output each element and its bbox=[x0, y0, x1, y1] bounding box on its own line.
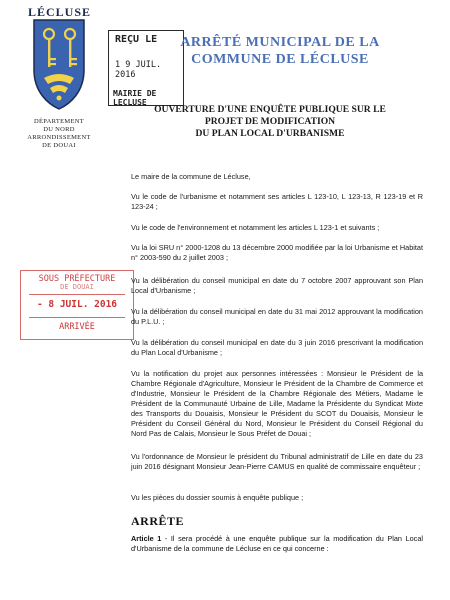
stamp-prefecture-line: DE DOUAI bbox=[60, 283, 94, 291]
article-1 bbox=[131, 534, 423, 554]
stamp-prefecture-date: - 8 JUIL. 2016 bbox=[36, 299, 118, 310]
stamp-received-label: REÇU LE bbox=[115, 34, 158, 45]
stamp-received-date: 1 9 JUIL. 2016 bbox=[115, 60, 162, 80]
coat-of-arms bbox=[28, 5, 90, 113]
recital-paragraph: Vu le code de l'environnement et notamment les articles L 123-1 et suivants ; bbox=[131, 223, 380, 232]
dept-line: ARRONDISSEMENT bbox=[27, 134, 91, 141]
subject-line: OUVERTURE D'UNE ENQUÊTE PUBLIQUE SUR LE bbox=[154, 104, 386, 115]
shield-icon bbox=[30, 18, 88, 110]
page-title bbox=[160, 34, 400, 68]
recital-paragraph: Vu la délibération du conseil municipal en date du 3 juin 2016 prescrivant la modification du Plan Local d'Urbanisme ; bbox=[131, 338, 423, 357]
article-1-label: Article 1 bbox=[131, 534, 162, 543]
subject-line: PROJET DE MODIFICATION bbox=[204, 116, 336, 127]
recital-paragraph: Vu la loi SRU n° 2000-1208 du 13 décembre 2000 modifiée par la loi Urbanisme et Habitat n° 2003-590 du 2 juillet 2003 ; bbox=[131, 243, 423, 262]
prefecture-stamp bbox=[20, 270, 134, 340]
article-1-text: - Il sera procédé à une enquête publique sur la modification du Plan Local d'Urbanisme de la commune de Lécluse en ce qui concerne : bbox=[131, 534, 423, 553]
stamp-divider bbox=[29, 294, 125, 295]
department-label bbox=[18, 118, 100, 150]
stamp-divider bbox=[29, 317, 125, 318]
subject-line: DU PLAN LOCAL D'URBANISME bbox=[195, 128, 345, 139]
recital-paragraph: Vu la délibération du conseil municipal en date du 31 mai 2012 approuvant la modification du P.L.U. ; bbox=[131, 307, 423, 326]
stamp-prefecture-arrival: ARRIVÉE bbox=[59, 322, 95, 332]
intro-paragraph: Le maire de la commune de Lécluse, bbox=[131, 172, 251, 181]
decree-heading: ARRÊTE bbox=[131, 514, 185, 528]
dept-line: DE DOUAI bbox=[42, 142, 76, 149]
recital-paragraph: Vu les pièces du dossier soumis à enquête publique ; bbox=[131, 493, 304, 502]
title-line: ARRÊTÉ MUNICIPAL DE LA bbox=[180, 35, 380, 50]
crest-town-name: LÉCLUSE bbox=[28, 5, 92, 19]
stamp-received-mairie: MAIRIE DE LECLUSE bbox=[113, 89, 157, 107]
title-line: COMMUNE DE LÉCLUSE bbox=[191, 52, 369, 67]
recital-paragraph: Vu le code de l'urbanisme et notamment ses articles L 123-10, L 123-13, R 123-19 et R 123-24 ; bbox=[131, 192, 423, 211]
recital-paragraph: Vu la notification du projet aux personnes intéressées : Monsieur le Président de la Chambre Régionale d'Agriculture, Monsieur le Président de la Chambre de Commerce et d'Industrie, Monsieur le Président de la Chambre Régionale des Métiers, Madame le Président de la Communauté Urbaine de Lille, Madame la Présidente du Syndicat Mixte des Transports du Douaisis, Monsieur le Président du SCOT du Douaisis, Monsieur le Président du Conseil Général du Nord, Monsieur le Président du Conseil Régional du Nord Pas de Calais, Monsieur le Sous Préfet de Douai ; bbox=[131, 369, 423, 438]
document-subject bbox=[120, 104, 420, 140]
recital-paragraph: Vu la délibération du conseil municipal en date du 7 octobre 2007 approuvant son Plan Local d'Urbanisme ; bbox=[131, 276, 423, 295]
dept-line: DÉPARTEMENT bbox=[34, 118, 84, 125]
dept-line: DU NORD bbox=[43, 126, 75, 133]
recital-paragraph: Vu l'ordonnance de Monsieur le président du Tribunal administratif de Lille en date du 23 juin 2016 désignant Monsieur Jean-Pierre CAMUS en qualité de commissaire enquêteur ; bbox=[131, 452, 423, 471]
stamp-prefecture-line: SOUS PRÉFECTURE bbox=[38, 274, 116, 284]
